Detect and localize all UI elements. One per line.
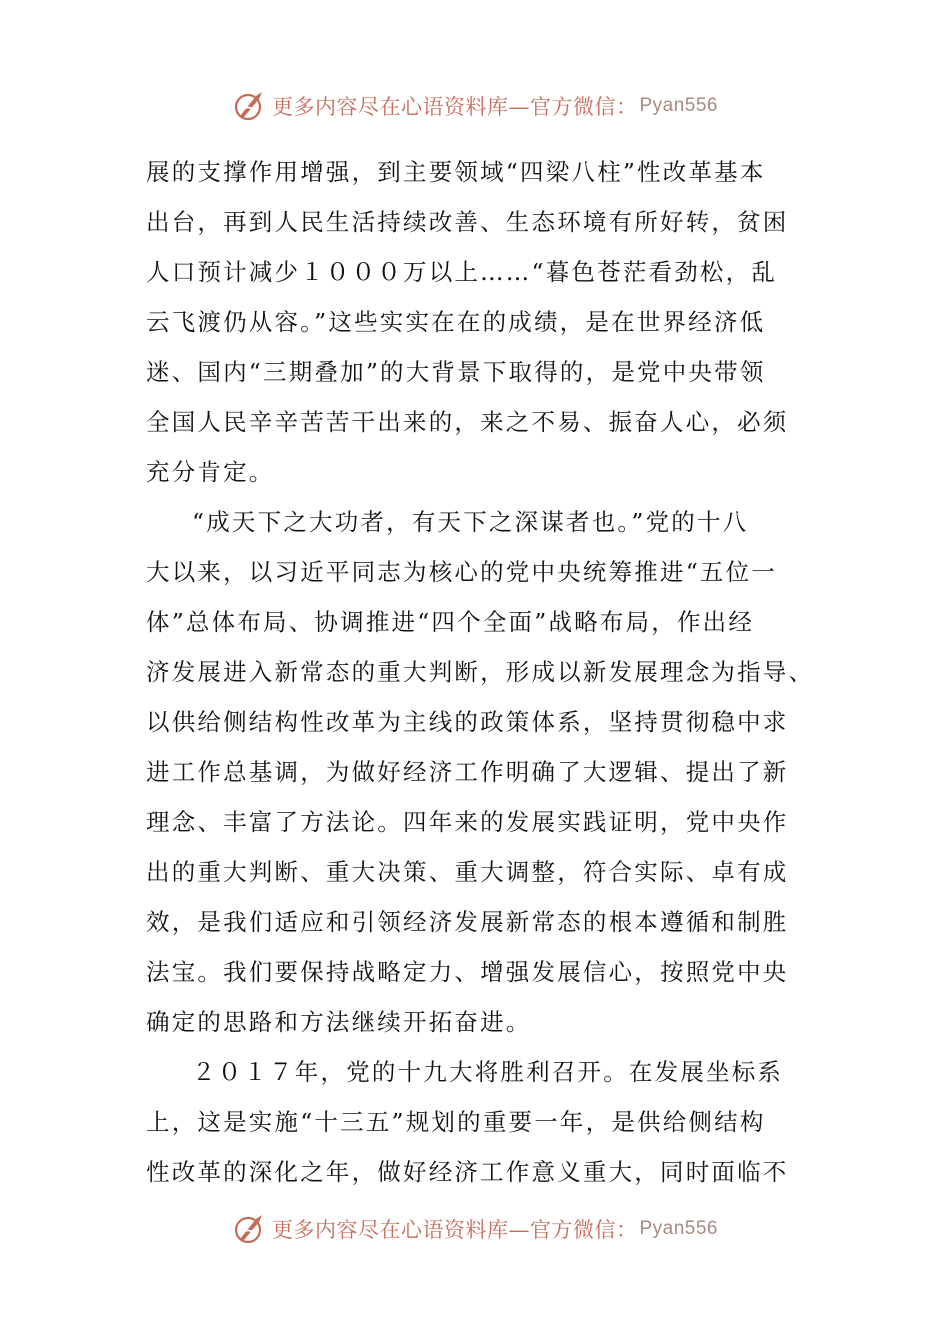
text-line: 法宝。我们要保持战略定力、增强发展信心，按照党中央 xyxy=(146,958,789,986)
document-body xyxy=(146,147,815,1197)
footer-banner xyxy=(0,1209,950,1249)
text-line: 出台，再到人民生活持续改善、生态环境有所好转，贫困 xyxy=(146,208,789,236)
text-line: 济发展进入新常态的重大判断，形成以新发展理念为指导、 xyxy=(146,658,815,686)
header-banner xyxy=(0,86,950,126)
paragraph-first-line: ２０１７年，党的十九大将胜利召开。在发展坐标系 xyxy=(192,1058,784,1086)
text-line: 大以来，以习近平同志为核心的党中央统筹推进“五位一 xyxy=(146,558,778,586)
text-line: 云飞渡仍从容。”这些实实在在的成绩，是在世界经济低 xyxy=(146,308,766,336)
text-line: 全国人民辛辛苦苦干出来的，来之不易、振奋人心，必须 xyxy=(146,408,789,436)
text-line: 效，是我们适应和引领经济发展新常态的根本遵循和制胜 xyxy=(146,908,789,936)
footer-brand-text: 更多内容尽在心语资料库—官方微信： xyxy=(271,1218,638,1242)
text-line: 进工作总基调，为做好经济工作明确了大逻辑、提出了新 xyxy=(146,758,789,786)
footer-wechat-id: Pyan556 xyxy=(639,1218,718,1239)
text-line: 人口预计减少１０００万以上……“暮色苍茫看劲松，乱 xyxy=(146,258,778,286)
header-wechat-id: Pyan556 xyxy=(639,95,718,116)
pen-nib-circle-icon xyxy=(232,1211,268,1247)
text-line: 充分肯定。 xyxy=(146,458,275,486)
header-brand-text: 更多内容尽在心语资料库—官方微信： xyxy=(271,95,638,119)
text-line: 迷、国内“三期叠加”的大背景下取得的，是党中央带领 xyxy=(146,358,766,386)
text-line: 确定的思路和方法继续开拓奋进。 xyxy=(146,1008,532,1036)
paragraph-first-line: “成天下之大功者，有天下之深谋者也。”党的十八 xyxy=(192,508,749,536)
text-line: 理念、丰富了方法论。四年来的发展实践证明，党中央作 xyxy=(146,808,789,836)
text-line: 展的支撑作用增强，到主要领域“四梁八柱”性改革基本 xyxy=(146,158,766,186)
text-line: 上，这是实施“十三五”规划的重要一年，是供给侧结构 xyxy=(146,1108,766,1136)
text-line: 出的重大判断、重大决策、重大调整，符合实际、卓有成 xyxy=(146,858,789,886)
text-line: 以供给侧结构性改革为主线的政策体系，坚持贯彻稳中求 xyxy=(146,708,789,736)
pen-nib-circle-icon xyxy=(232,88,268,124)
text-line: 性改革的深化之年，做好经济工作意义重大，同时面临不 xyxy=(146,1158,789,1186)
text-line: 体”总体布局、协调推进“四个全面”战略布局，作出经 xyxy=(146,608,755,636)
